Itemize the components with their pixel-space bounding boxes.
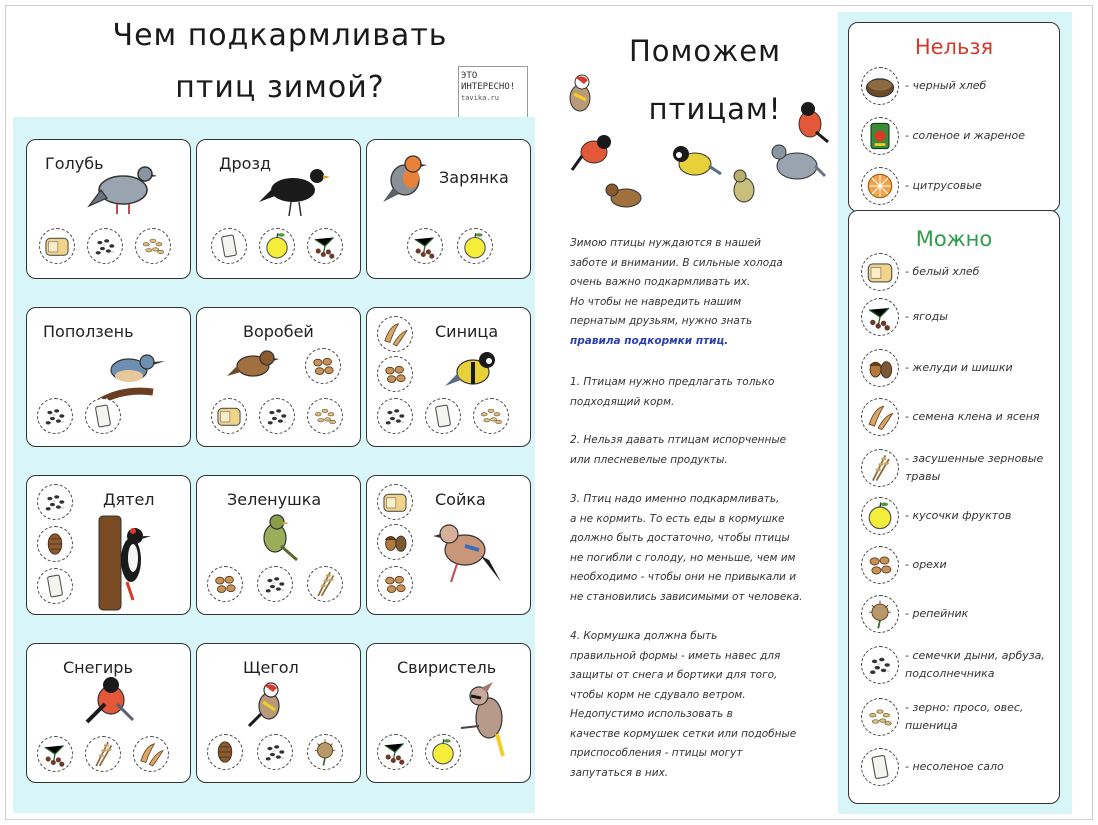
grain-icon [135,228,171,264]
nuts-icon [207,566,243,602]
nuts-icon [377,356,413,392]
forbidden-item: - соленое и жареное [861,117,1055,155]
nuthatch-illustration [93,348,173,404]
seeds-icon [257,734,293,770]
bird-card-tit [366,307,531,447]
nuts-icon [377,566,413,602]
bird-name: Поползень [43,322,134,341]
section-title-line2: птицам! [648,92,782,126]
bird-card-greenfinch [196,475,361,615]
seeds-icon [257,566,293,602]
allowed-item: - орехи [861,546,1055,584]
acorns-icon [861,349,899,387]
bird-name: Воробей [243,322,314,341]
acorns-icon [377,524,413,560]
jay-illustration [431,520,505,592]
woodpecker-illustration [97,514,157,612]
bird-card-waxwing [366,643,531,783]
robin-illustration [379,152,431,206]
apple-icon [457,228,493,264]
burdock-icon [861,595,899,633]
seeds-icon [87,228,123,264]
allowed-item: - белый хлеб [861,253,1055,291]
tit-decor-illustration [665,140,723,190]
berries-icon [37,736,73,772]
allowed-item: - желуди и шишки [861,349,1055,387]
bullfinch-illustration [85,674,137,728]
forbidden-foods-box [848,22,1060,212]
pinecone-icon [37,526,73,562]
food-list-panel [838,12,1072,814]
berries-icon [861,298,899,336]
allowed-item: - зерно: просо, овес, пшеница [861,698,1055,736]
allowed-item: - ягоды [861,298,1055,336]
rule-3: 3. Птиц надо именно подкармливать, а не кормить. То есть еды в кормушке должно быть достаточно, чтобы птицы не погибли с голоду, но меньше, чем им необходимо - чтобы они не привыкали и не становились зависимыми от человека. [570,493,803,603]
nuts-icon [861,546,899,584]
dried-grass-icon [85,736,121,772]
lard-icon [85,398,121,434]
burdock-icon [307,734,343,770]
apple-icon [861,497,899,535]
bird-cards-panel [13,117,535,813]
lard-icon [425,398,461,434]
maple-seeds-icon [861,398,899,436]
berries-icon [307,228,343,264]
white-bread-icon [861,253,899,291]
lard-icon [211,228,247,264]
white-bread-icon [377,484,413,520]
seeds-icon [377,398,413,434]
seeds-icon [37,398,73,434]
bird-card-pigeon [26,139,191,279]
white-bread-icon [211,398,247,434]
white-bread-icon [39,228,75,264]
bird-card-robin [366,139,531,279]
rules-link[interactable]: правила подкормки птиц. [570,334,729,347]
bird-card-nuthatch [26,307,191,447]
page-title-line1: Чем подкармливать [112,18,448,53]
allowed-title: Можно [915,227,993,251]
section-title-line1: Поможем [628,34,781,68]
bird-name: Сойка [435,490,486,509]
allowed-item: - семена клена и ясеня [861,398,1055,436]
bird-card-sparrow [196,307,361,447]
rule-1: 1. Птицам нужно предлагать только подходящий корм. [570,376,775,408]
forbidden-title: Нельзя [914,35,994,59]
bird-card-bullfinch [26,643,191,783]
maple-seeds-icon [133,736,169,772]
site-logo: ЭТО ИНТЕРЕСНО! tavika.ru [458,66,528,128]
tit-illustration [443,348,507,398]
grain-icon [473,398,509,434]
bird-card-goldfinch [196,643,361,783]
bird-name: Снегирь [63,658,133,677]
forbidden-item: - цитрусовые [861,167,1055,205]
sparrow-illustration [225,346,281,386]
bird-name: Зеленушка [227,490,322,509]
allowed-item: - несоленое сало [861,748,1055,786]
pinecone-icon [207,734,243,770]
lard-icon [861,748,899,786]
allowed-item: - репейник [861,595,1055,633]
bird-name: Синица [435,322,499,341]
grain-icon [307,398,343,434]
black-bread-icon [861,67,899,105]
greenfinch-illustration [255,512,299,562]
bullfinch-decor-2-illustration [570,128,616,174]
rule-2: 2. Нельзя давать птицам испорченные или плесневелые продукты. [570,434,787,466]
thrush-illustration [257,162,331,220]
allowed-foods-box [848,210,1060,804]
pigeon-illustration [87,158,159,220]
pigeon-decor-illustration [765,136,827,190]
sparrow-decor-illustration [600,178,652,214]
apple-icon [425,734,461,770]
waxwing-illustration [459,680,517,762]
dried-grass-icon [861,449,899,487]
goldfinch-illustration [247,680,291,728]
forbidden-item: - черный хлеб [861,67,1055,105]
bird-name: Дрозд [219,154,272,173]
bird-name: Зарянка [439,168,509,187]
section-title [600,22,810,138]
bird-name: Дятел [103,490,155,509]
grain-icon [861,698,899,736]
allowed-item: - засушенные зерновые травы [861,449,1055,487]
bird-name: Голубь [45,154,104,173]
maple-seeds-icon [377,316,413,352]
bird-name: Свиристель [397,658,497,677]
chips-icon [861,117,899,155]
bird-card-thrush [196,139,361,279]
page-title [60,10,500,114]
apple-icon [259,228,295,264]
allowed-item: - семечки дыни, арбуза, подсолнечника [861,646,1055,684]
rule-4: 4. Кормушка должна быть правильной формы - иметь навес для защиты от снега и бортики для того, чтобы корм не сдувало ветром. Недопустимо использовать в качестве кормушек сетки или подобные приспособления - птицы могут запутаться в них. [570,630,797,779]
berries-icon [407,228,443,264]
bird-name: Щегол [243,658,299,677]
intro-text: Зимою птицы нуждаются в нашей заботе и внимании. В сильные холода очень важно подкармливать их. Но чтобы не навредить нашим пернатым друзьям, нужно знать правила подкормки птиц. [570,234,832,351]
bird-card-jay [366,475,531,615]
bird-card-woodpecker [26,475,191,615]
page-title-line2: птиц зимой? [175,70,385,105]
seeds-icon [37,484,73,520]
greenfinch-decor-illustration [726,166,762,208]
seeds-icon [259,398,295,434]
dried-grass-icon [307,566,343,602]
berries-icon [377,734,413,770]
allowed-item: - кусочки фруктов [861,497,1055,535]
lard-icon [37,568,73,604]
goldfinch-decor-illustration [560,70,600,118]
orange-icon [861,167,899,205]
seeds-icon [861,646,899,684]
nuts-icon [305,348,341,384]
